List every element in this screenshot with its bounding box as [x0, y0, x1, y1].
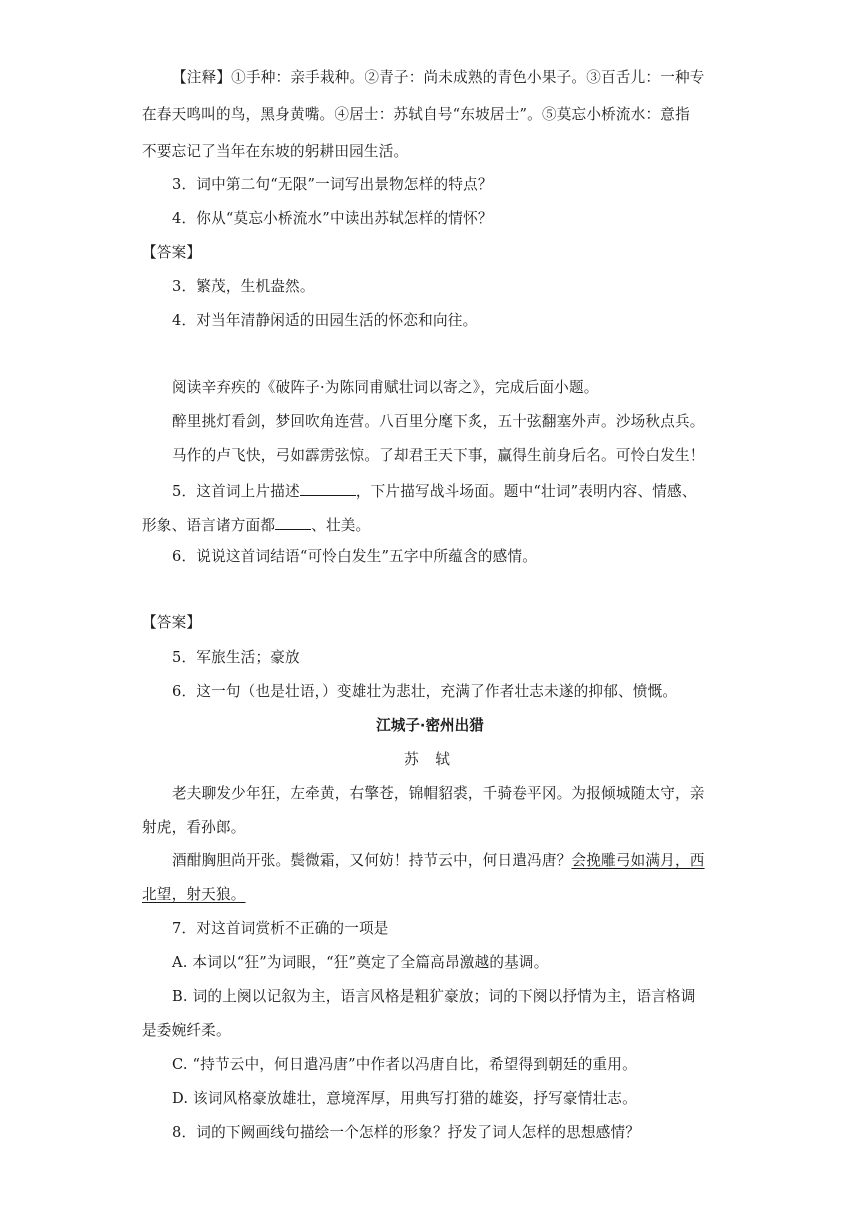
option-c: C. “持节云中，何日遣冯唐”中作者以冯唐自比，希望得到朝廷的重用。 — [172, 1056, 637, 1073]
poem3-line-4 — [142, 885, 246, 905]
option-b-line-2: 是委婉纤柔。 — [142, 1022, 231, 1039]
option-d: D. 该词风格豪放雄壮，意境浑厚，用典写打猎的雄姿，抒写豪情壮志。 — [172, 1090, 637, 1107]
note-line-3: 不要忘记了当年在东坡的躬耕田园生活。 — [142, 143, 409, 160]
poem3-line-1: 老夫聊发少年狂，左牵黄，右擎苍，锦帽貂裘，千骑卷平冈。为报倾城随太守，亲 — [172, 785, 705, 802]
question-5-line-2 — [142, 514, 370, 536]
option-b-line-1: B. 词的上阕以记叙为主，语言风格是粗犷豪放；词的下阕以抒情为主，语言格调 — [172, 988, 696, 1005]
poem2-line-1: 醉里挑灯看剑，梦回吹角连营。八百里分麾下炙，五十弦翻塞外声。沙场秋点兵。 — [172, 413, 705, 430]
underlined-verse-1: 会挽雕弓如满月，西 — [571, 852, 705, 869]
note-line-2: 在春天鸣叫的鸟，黑身黄嘴。④居士：苏轼自号“东坡居士”。⑤莫忘小桥流水：意指 — [142, 106, 690, 123]
question-4: 4．你从“莫忘小桥流水”中读出苏轼怎样的情怀？ — [172, 210, 493, 227]
note-line-1: 【注释】①手种：亲手栽种。②青子：尚未成熟的青色小果子。③百舌儿：一种专 — [172, 69, 705, 86]
answer-label-2: 【答案】 — [142, 614, 202, 631]
poem3-title: 江城子·密州出猎 — [376, 717, 484, 734]
answer-label-1: 【答案】 — [142, 244, 202, 261]
question-5-line-1 — [172, 480, 697, 502]
question-5-text-d: 、壮美。 — [311, 517, 371, 534]
answer-6: 6．这一句（也是壮语，）变雄壮为悲壮，充满了作者壮志未遂的抑郁、愤慨。 — [172, 683, 678, 700]
option-a: A. 本词以“狂”为词眼，“狂”奠定了全篇高昂激越的基调。 — [172, 954, 549, 971]
underlined-verse-2: 北望，射天狼。 — [142, 886, 246, 903]
question-5-text-c: 形象、语言诸方面都 — [142, 517, 276, 534]
answer-blank-2[interactable] — [275, 514, 311, 530]
answer-4: 4．对当年清静闲适的田园生活的怀恋和向往。 — [172, 312, 478, 329]
poem3-author: 苏 轼 — [404, 751, 456, 768]
section2-intro: 阅读辛弃疾的《破阵子·为陈同甫赋壮词以寄之》，完成后面小题。 — [172, 379, 599, 396]
poem2-line-2: 马作的卢飞快，弓如霹雳弦惊。了却君王天下事，赢得生前身后名。可怜白发生！ — [172, 447, 705, 464]
poem3-line-2: 射虎，看孙郎。 — [142, 819, 246, 836]
poem3-line-3-plain: 酒酣胸胆尚开张。鬓微霜，又何妨！持节云中，何日遣冯唐？ — [172, 852, 572, 869]
question-6: 6．说说这首词结语“可怜白发生”五字中所蕴含的感情。 — [172, 548, 538, 565]
poem3-line-3 — [172, 851, 705, 871]
answer-5: 5．军旅生活；豪放 — [172, 649, 300, 666]
answer-3: 3．繁茂，生机盎然。 — [172, 278, 315, 295]
question-7: 7．对这首词赏析不正确的一项是 — [172, 920, 389, 937]
question-5-text-a: 5．这首词上片描述 — [172, 483, 300, 500]
question-8: 8．词的下阙画线句描绘一个怎样的形象？抒发了词人怎样的思想感情？ — [172, 1124, 641, 1141]
question-3: 3．词中第二句“无限”一词写出景物怎样的特点？ — [172, 176, 493, 193]
answer-blank-1[interactable] — [300, 480, 356, 496]
question-5-text-b: ，下片描写战斗场面。题中“壮词”表明内容、情感、 — [355, 483, 697, 500]
